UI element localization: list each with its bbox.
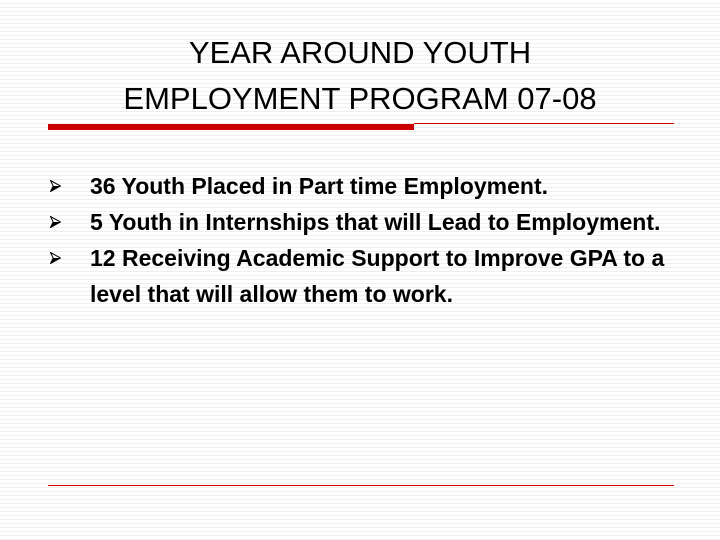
bullet-list [50, 168, 690, 312]
arrowhead-bullet-icon [50, 168, 64, 204]
bullet-item [50, 240, 690, 312]
bullet-text: 12 Receiving Academic Support to Improve GPA to a level that will allow them to work. [90, 245, 665, 307]
bullet-text: 36 Youth Placed in Part time Employment. [90, 173, 548, 199]
bullet-text: 5 Youth in Internships that will Lead to Employment. [90, 209, 661, 235]
arrowhead-bullet-icon [50, 240, 64, 276]
slide-title-line-2: EMPLOYMENT PROGRAM 07-08 [123, 81, 597, 116]
title-underline-thick [48, 124, 414, 130]
slide-title-line-1: YEAR AROUND YOUTH [188, 35, 532, 70]
slide-title [40, 30, 680, 122]
title-underline-thin [414, 123, 674, 124]
footer-rule [48, 485, 674, 486]
arrowhead-bullet-icon [50, 204, 64, 240]
bullet-item [50, 168, 690, 204]
bullet-item [50, 204, 690, 240]
